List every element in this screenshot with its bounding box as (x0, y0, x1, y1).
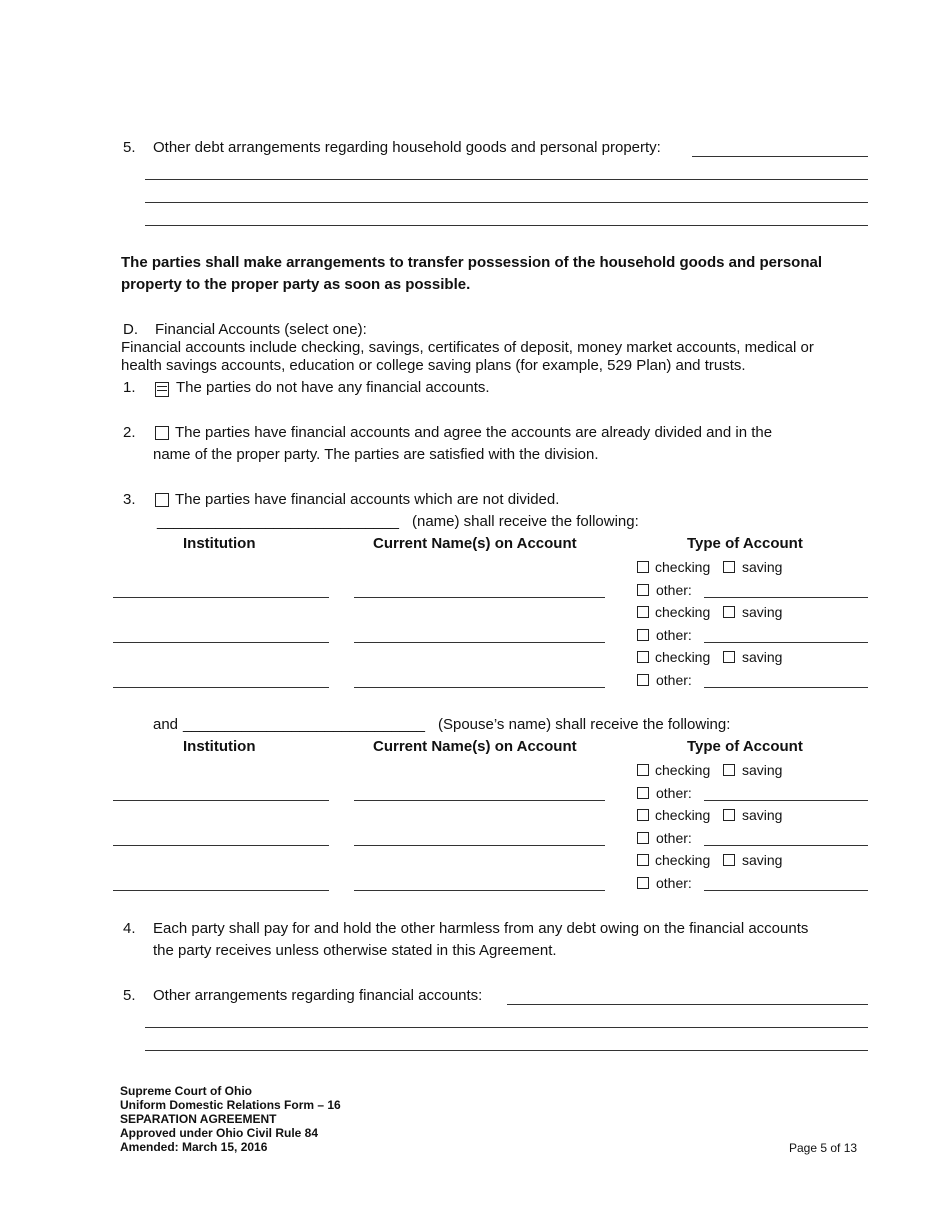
spouse-name-blank[interactable]: _____________________________ (183, 716, 425, 733)
checking-checkbox[interactable] (637, 606, 649, 618)
option-number: 3. (123, 491, 136, 508)
institution-input-line[interactable] (113, 687, 329, 688)
footer-form: Uniform Domestic Relations Form – 16 (120, 1098, 341, 1112)
saving-checkbox[interactable] (723, 606, 735, 618)
account-names-input-line[interactable] (354, 597, 605, 598)
other-debt-input-line[interactable] (145, 202, 868, 203)
no-accounts-checkbox[interactable] (155, 382, 169, 397)
institution-input-line[interactable] (113, 800, 329, 801)
other-type-input-line[interactable] (704, 687, 868, 688)
other-type-input-line[interactable] (704, 800, 868, 801)
checking-label: checking (655, 807, 711, 823)
other-debt-input-line[interactable] (692, 156, 868, 157)
footer-title: SEPARATION AGREEMENT (120, 1112, 277, 1126)
saving-label: saving (742, 649, 783, 665)
other-checkbox[interactable] (637, 629, 649, 641)
other-type-input-line[interactable] (704, 597, 868, 598)
other-accounts-input-line[interactable] (145, 1050, 868, 1051)
saving-label: saving (742, 807, 783, 823)
section-description: health savings accounts, education or college saving plans (for example, 529 Plan) and trusts. (121, 357, 746, 374)
other-accounts-input-line[interactable] (145, 1027, 868, 1028)
institution-input-line[interactable] (113, 597, 329, 598)
checking-label: checking (655, 559, 711, 575)
other-checkbox[interactable] (637, 584, 649, 596)
checking-label: checking (655, 604, 711, 620)
saving-label: saving (742, 852, 783, 868)
option-label: The parties do not have any financial accounts. (176, 379, 490, 396)
checking-checkbox[interactable] (637, 854, 649, 866)
option-label: The parties have financial accounts and agree the accounts are already divided and in the (175, 424, 773, 441)
account-names-header: Current Name(s) on Account (373, 535, 577, 552)
account-names-input-line[interactable] (354, 642, 605, 643)
already-divided-checkbox[interactable] (155, 426, 169, 440)
section-description: Financial accounts include checking, savings, certificates of deposit, money market accounts, medical or (121, 339, 814, 356)
other-label: other: (656, 582, 692, 598)
other-accounts-arrangements-label: Other arrangements regarding financial accounts: (153, 987, 483, 1004)
institution-input-line[interactable] (113, 642, 329, 643)
saving-checkbox[interactable] (723, 764, 735, 776)
account-names-input-line[interactable] (354, 800, 605, 801)
account-type-header: Type of Account (687, 738, 803, 755)
checking-label: checking (655, 852, 711, 868)
item-number: 4. (123, 920, 136, 937)
other-checkbox[interactable] (637, 832, 649, 844)
hold-harmless-text: Each party shall pay for and hold the other harmless from any debt owing on the financial accounts (153, 920, 809, 937)
footer-approval: Approved under Ohio Civil Rule 84 (120, 1126, 319, 1140)
other-label: other: (656, 672, 692, 688)
party-name-blank[interactable]: _____________________________ (157, 513, 399, 530)
account-names-input-line[interactable] (354, 687, 605, 688)
other-checkbox[interactable] (637, 787, 649, 799)
institution-header: Institution (183, 535, 256, 552)
and-label: and (153, 716, 179, 733)
other-debt-arrangements-label: Other debt arrangements regarding household goods and personal property: (153, 139, 661, 156)
footer-amended: Amended: March 15, 2016 (120, 1140, 268, 1154)
account-names-header: Current Name(s) on Account (373, 738, 577, 755)
institution-input-line[interactable] (113, 890, 329, 891)
other-label: other: (656, 627, 692, 643)
checking-checkbox[interactable] (637, 764, 649, 776)
other-debt-input-line[interactable] (145, 179, 868, 180)
account-type-header: Type of Account (687, 535, 803, 552)
checking-checkbox[interactable] (637, 651, 649, 663)
account-names-input-line[interactable] (354, 845, 605, 846)
other-type-input-line[interactable] (704, 890, 868, 891)
other-checkbox[interactable] (637, 877, 649, 889)
item-number: 5. (123, 139, 136, 156)
saving-label: saving (742, 604, 783, 620)
institution-header: Institution (183, 738, 256, 755)
checking-label: checking (655, 649, 711, 665)
other-checkbox[interactable] (637, 674, 649, 686)
spouse-receives-label: (Spouse’s name) shall receive the following: (438, 716, 731, 733)
other-label: other: (656, 875, 692, 891)
saving-checkbox[interactable] (723, 651, 735, 663)
item-number: 5. (123, 987, 136, 1004)
other-label: other: (656, 785, 692, 801)
party-receives-label: (name) shall receive the following: (412, 513, 639, 530)
other-type-input-line[interactable] (704, 845, 868, 846)
other-accounts-input-line[interactable] (507, 1004, 868, 1005)
option-label: name of the proper party. The parties are satisfied with the division. (153, 446, 599, 463)
checking-label: checking (655, 762, 711, 778)
other-debt-input-line[interactable] (145, 225, 868, 226)
hold-harmless-text: the party receives unless otherwise stated in this Agreement. (153, 942, 557, 959)
checking-checkbox[interactable] (637, 809, 649, 821)
section-heading: Financial Accounts (select one): (155, 321, 367, 338)
page-number: Page 5 of 13 (789, 1141, 858, 1155)
saving-label: saving (742, 559, 783, 575)
saving-checkbox[interactable] (723, 561, 735, 573)
saving-checkbox[interactable] (723, 854, 735, 866)
other-label: other: (656, 830, 692, 846)
option-label: The parties have financial accounts which are not divided. (175, 491, 560, 508)
account-names-input-line[interactable] (354, 890, 605, 891)
checking-checkbox[interactable] (637, 561, 649, 573)
section-letter: D. (123, 321, 138, 338)
institution-input-line[interactable] (113, 845, 329, 846)
transfer-notice-line: The parties shall make arrangements to transfer possession of the household goods and personal (121, 254, 822, 271)
transfer-notice-line: property to the proper party as soon as possible. (121, 276, 471, 293)
saving-checkbox[interactable] (723, 809, 735, 821)
option-number: 1. (123, 379, 136, 396)
not-divided-checkbox[interactable] (155, 493, 169, 507)
option-number: 2. (123, 424, 136, 441)
other-type-input-line[interactable] (704, 642, 868, 643)
saving-label: saving (742, 762, 783, 778)
footer-court: Supreme Court of Ohio (120, 1084, 252, 1098)
